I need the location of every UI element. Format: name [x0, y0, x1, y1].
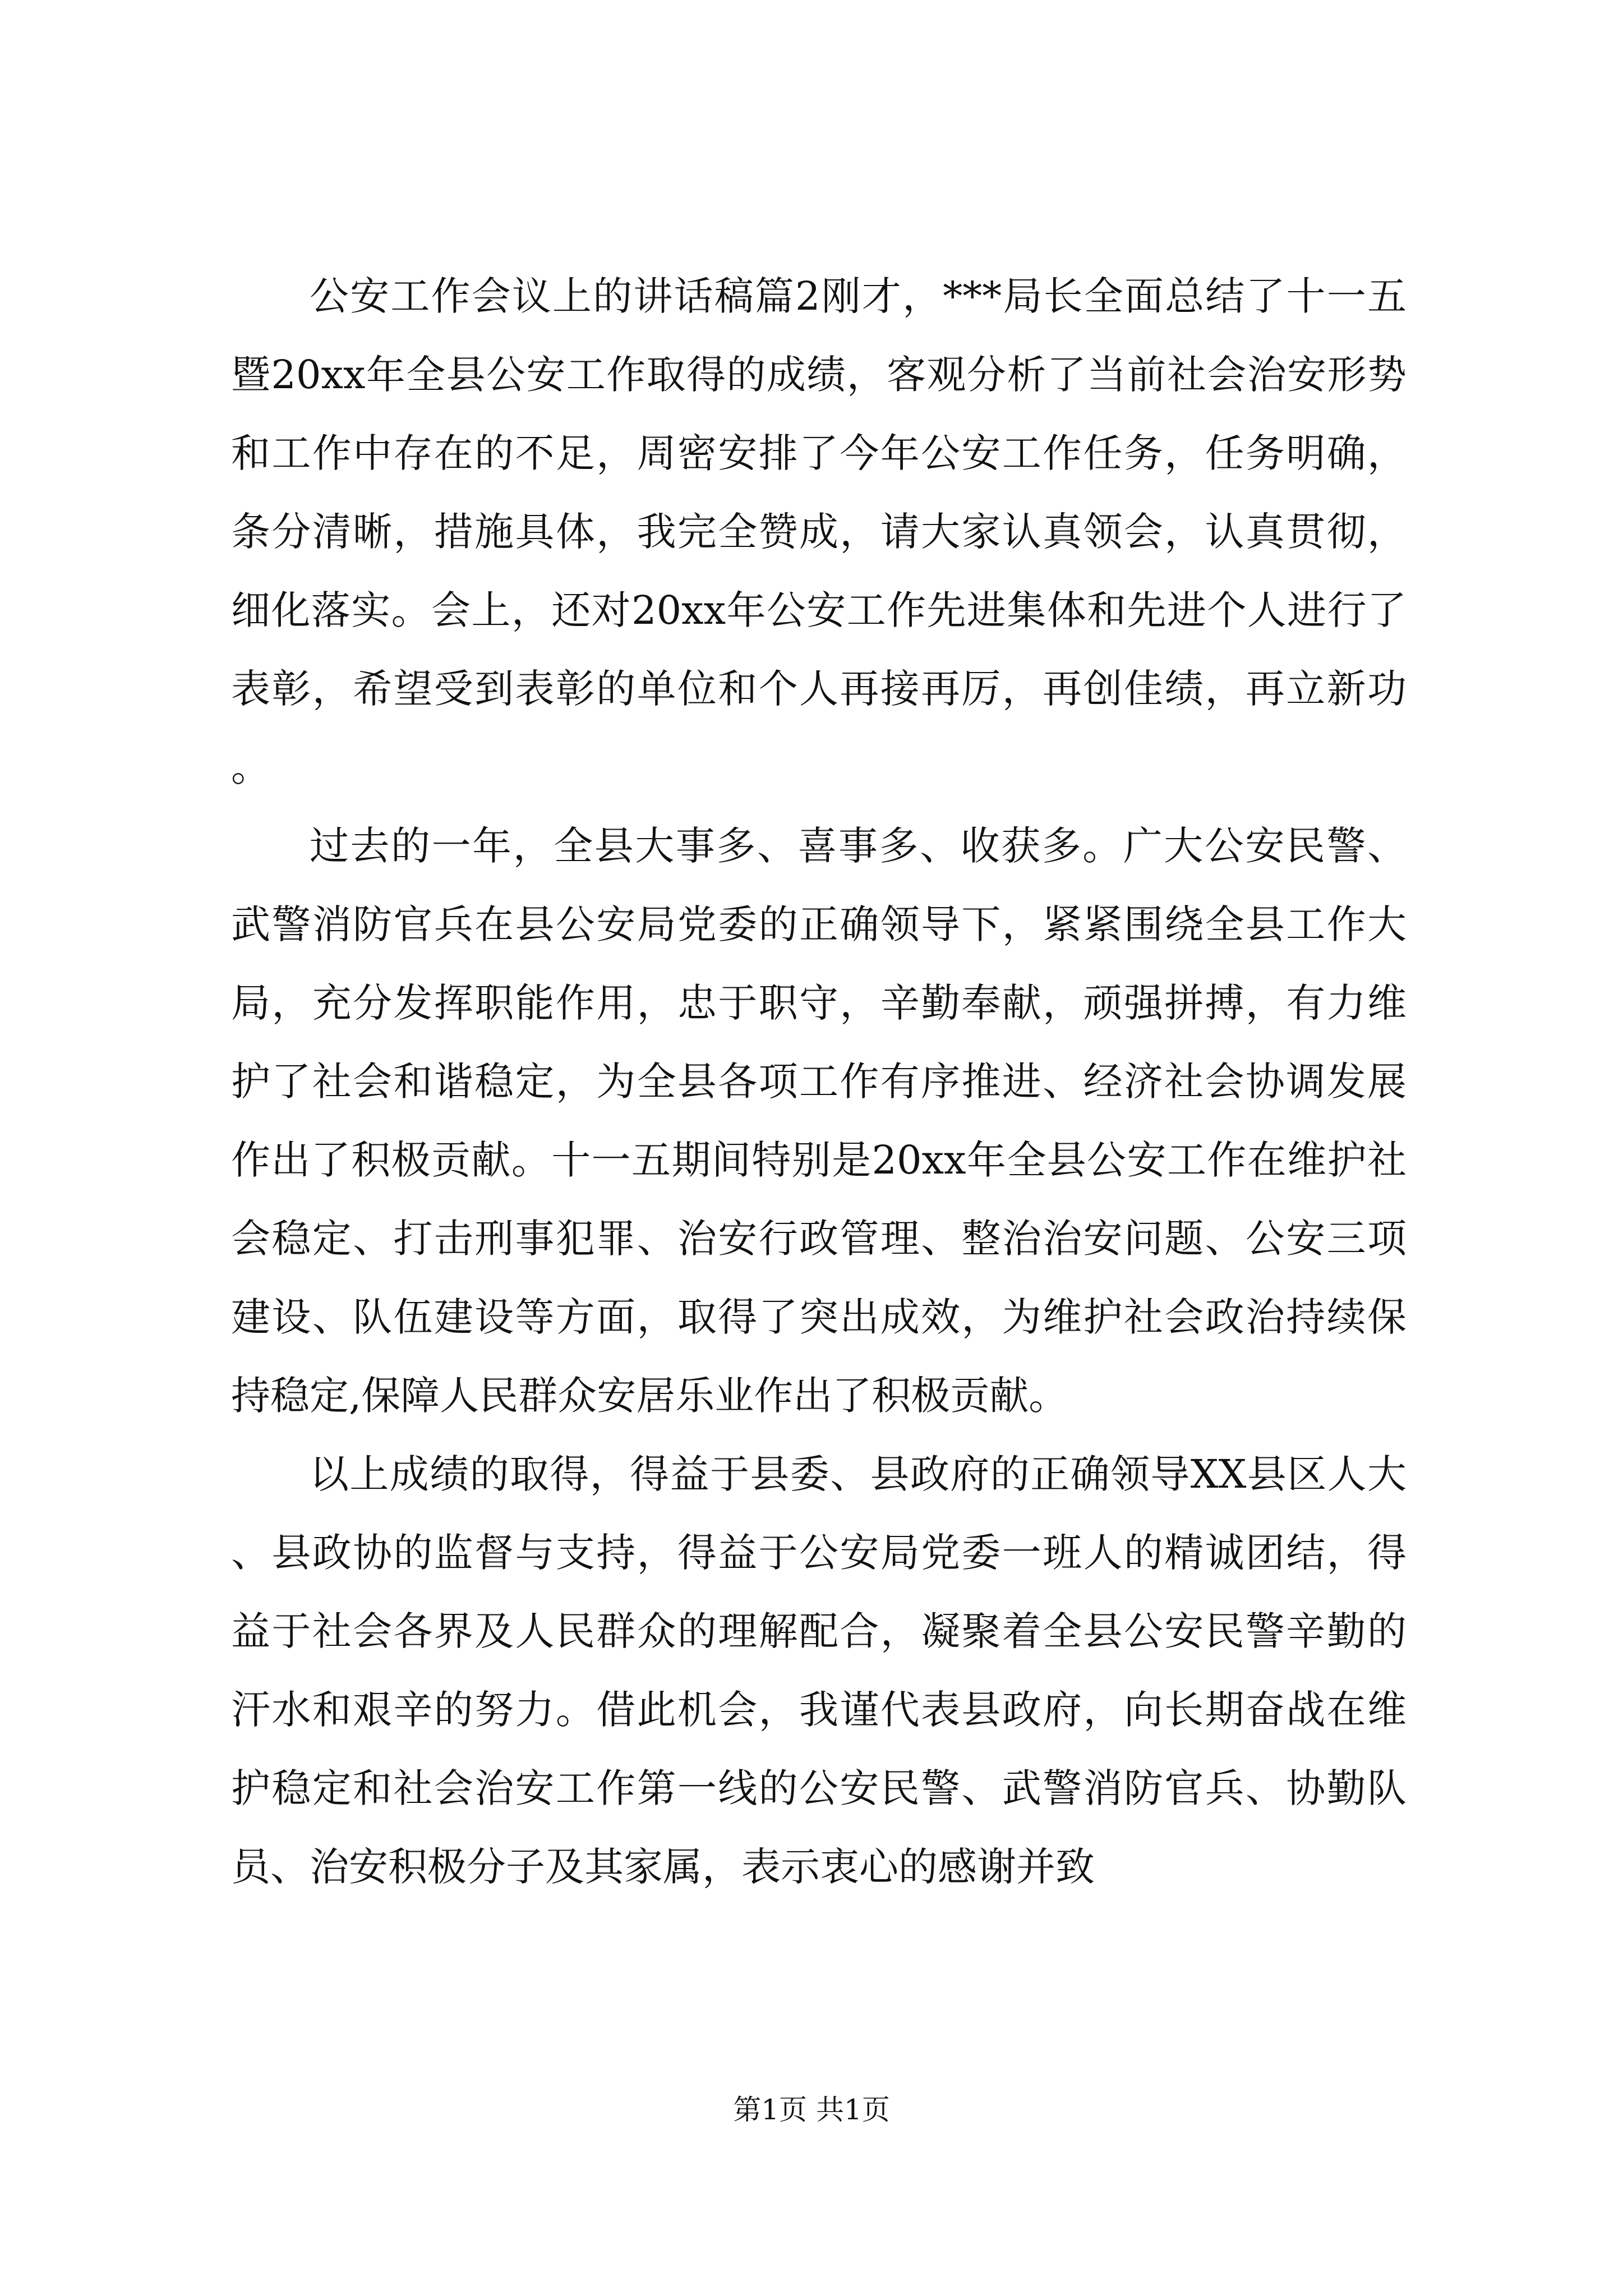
document-body: [231, 257, 1407, 1906]
paragraph-1: 公安工作会议上的讲话稿篇2刚才，***局长全面总结了十一五暨20xx年全县公安工作取得的成绩，客观分析了当前社会治安形势和工作中存在的不足，周密安排了今年公安工作任务，任务明确，条分清晰，措施具体，我完全赞成，请大家认真领会，认真贯彻，细化落实。会上，还对20xx年公安工作先进集体和先进个人进行了表彰，希望受到表彰的单位和个人再接再厉，再创佳绩，再立新功。: [231, 273, 1407, 790]
paragraph-2: 过去的一年，全县大事多、喜事多、收获多。广大公安民警、武警消防官兵在县公安局党委的正确领导下，紧紧围绕全县工作大局，充分发挥职能作用，忠于职守，辛勤奉献，顽强拼搏，有力维护了社会和谐稳定，为全县各项工作有序推进、经济社会协调发展作出了积极贡献。十一五期间特别是20xx年全县公安工作在维护社会稳定、打击刑事犯罪、治安行政管理、整治治安问题、公安三项建设、队伍建设等方面，取得了突出成效，为维护社会政治持续保持稳定,保障人民群众安居乐业作出了积极贡献。: [231, 823, 1407, 1419]
page-footer: 第1页 共1页: [733, 2093, 890, 2126]
paragraph-3: 以上成绩的取得，得益于县委、县政府的正确领导XX县区人大、县政协的监督与支持，得益于公安局党委一班人的精诚团结，得益于社会各界及人民群众的理解配合，凝聚着全县公安民警辛勤的汗水和艰辛的努力。借此机会，我谨代表县政府，向长期奋战在维护稳定和社会治安工作第一线的公安民警、武警消防官兵、协勤队员、治安积极分子及其家属，表示衷心的感谢并致: [231, 1451, 1407, 1890]
